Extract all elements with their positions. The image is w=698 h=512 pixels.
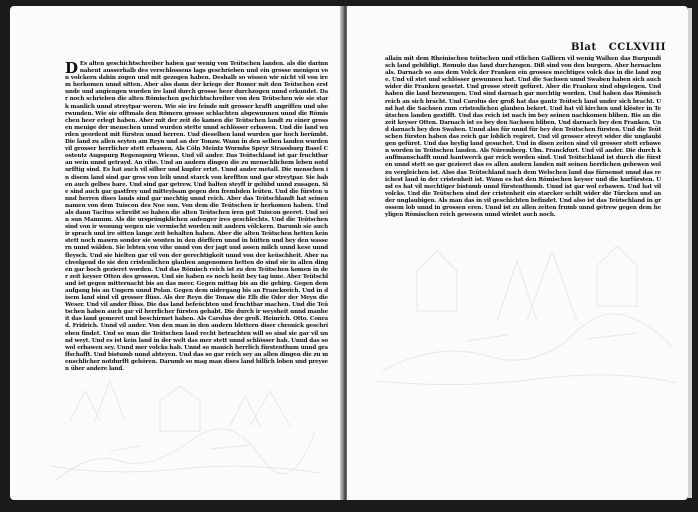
right-page: [347, 6, 688, 500]
right-page-showthrough-woodcut: [377, 211, 677, 391]
left-page-body-text: Es alten geschichtschreiber haben gar wenig von Teütschen landen. als die darinn nahent ausserhalb des verschlossens lags geschrieben und ein grosse menigen von volckern dahin zogen und mit gezogen haben. Deshalb so wissen wir nicht vil von irem herkomen unnd sitten. Aber alss dann der kriege der Romer mit den Teütschen erstunde und angiengen wurden ire land durch grosse heer durchzogen unnd erkundet. Dar noch schrieben die alten Römischen gschichtschreiber von den Teütschen wie sie stark manlich unnd streytpar weren. Wie sie ire feinde mit grosser krafft angriffen und uberwunden. Wie sie offtmals den Römern grosse schlachten abgewunnen unnd die Römischen heer erlegt haben. Aber mit der zeit do kamen die Teütschen landt zu einer grossen menige der menschen unnd wurden stette unnd schlösser erbawen. Und die land wurden geordent mit fürsten unnd herren. Und dieselben land wurden gar hoch berümbt. Die land zu allen seyten am Reyn und an der Tonaw. Wann in den selben landen wurden vil grosser herrlicher stett erbawen. Als Cöln Meintz Wormbs Speyr Strassburg Basel Costentz Augspurg Regenspurg Wienn. Und vil ander. Das Teütschland ist gar fruchtbar an wein unnd getrayd. An vihe. Und an andern dingen die zu menschlichem leben notdurfftig sind. Es hat auch vil silber und kupfer ertzt. Unnd ander metall. Die menschen in disem land sind gar gros von leib unnd starck von krefften und gar streytpar. Sie haben auch gelbes hare. Und sind gar getrew. Und halten steyff ir gelübd unnd zusagen. Sie sind auch gar gastfrey und mitteylsam gegen den frembden leüten. Und die fürsten unnd herren dises lands sind gar mechtig unnd reich. Aber das Teütschlandt hat seinen namen von dem Tuiscon des Noe sun. Von dem die Teütschen ir herkomen haben. Und als dann Tacitus schreibt so haben die alten Teütschen iren got Tuiscon geeret. Und sein sun Mannum. Als die ursprüngklichen anfenger ires geschlechts. Und die Teütschen sind von ir wonung wegen nie vermischt worden mit andern völckern. Darumb sie auch ir sprach und ire sitten lange zeit behalten haben. Aber die alten Teütschen hetten kein stett noch mawrn sonder sie wonten in den dörffern unnd in hütten und bey den wassern unnd wälden. Sie lebten von vihe unnd von der jagt und assen milch unnd kese unnd fleysch. Und sie hielten gar vil von der gerechtigkeit unnd von der keüschheit. Aber nachvolgend do sie den cristenlichen glauben angenomen hetten do sind sie in allen dingen gar hoch gezieret worden. Und das Römisch reich ist zu den Teütschen komen in der zeit keyser Otten des grossen. Und sie haben es noch heüt bey tag inne. Aber Teütschland ist gegen mitternacht bis an das meer. Gegen mittag bis an die gebirg. Gegen dem aufgang bis an Ungern unnd Polan. Gegen dem nidergang bis an Franckreich. Und in disem land sind vil grosser flüss. Als der Reyn die Tonaw die Elb die Oder der Meyn die Weser. Und vil ander flüss. Die das land befeüchten und fruchtbar machen. Und die Teütschen haben auch gar vil herrlicher fürsten gehabt. Die durch ir weysheit unnd manheit das land gemeret und beschirmet haben. Als Carolus der groß. Heinrich. Otto. Conrad. Fridrich. Unnd vil ander. Von den man in den andern blettern diser chronick geschrieben findet. Und so man die Teütschen land recht betrachten will so sind sie gar vil unnd weyt. Und es ist kein land in der welt das mer stett unnd schlösser hab. Unnd das so wol erbawen sey. Unnd mer volcks hab. Unnd so manich herrlich fürstenthum unnd graffschafft. Und bistumb unnd abteyen. Und das so gar reich sey an allen dingen die zu menschlicher notdurfft gehören. Darumb so mag man dises land billich loben und preysen über andere land.: [65, 61, 328, 373]
page-edge: [688, 8, 692, 498]
right-page-body-text: allain mit dem Rheinischen teütschen und etlichen Galliern vil wenig Walhen das Burgundisch land gebildigt. Romulo das land durchzogen. Diß sind von den burgern. Aber hernachmals. Darnach so aus dem Volck der Franken ein grosses mechtiges volck das in die land zoge. Und vil stet und schlösser gewunnen hat. Und die Sachsen unnd Swaben haben sich auch wider die Franken gesetzt. Und grosse streit gefüret. Aber die Franken sind obgelegen. Und haben die land bezwungen. Und sind darnach gar mechtig worden. Und haben das Römisch reich an sich bracht. Und Carolus der groß hat das gantz Teütsch land under sich bracht. Und hat die Sachsen zum cristenlichen glauben bekert. Und hat vil kirchen und klöster in Teütschen landen gestifft. Und das reich ist nach im bey seinen nachkomen bliben. Bis an die zeit keyser Otten. Darnach ist es bey den Sachsen bliben. Und darnach bey den Franken. Und darnach bey den Swaben. Unnd also für unnd für bey den Teütschen fürsten. Und die Teütschen fürsten haben das reich gar loblich regiret. Und vil grosser streyt wider die unglaubigen gefüret. Und das heylig land gesuchet. Und in disen zeiten sind vil grosser stett erbawen worden in Teütschen landen. Als Nüremberg. Ulm. Franckfurt. Und vil ander. Die durch kauffmanschafft unnd hantwerck gar reich worden sind. Und Teütschland ist durch die fürsten unnd stett so gar gezieret das es allen andern landen mit seinen herrlichen gebewen wol zu vergleichen ist. Also das Teütschland nach dem Welschen land das fürnemst unnd das reichest land in der cristenheit ist. Wann es hat den Römischen keyser und die kurfürsten. Und es hat vil mechtiger bistumb unnd fürstenthumb. Unnd ist gar wol erbawen. Und hat vil volcks. Und die Teütschen sind der cristenheit ein starcker schilt wider die Türcken und ander unglaubigen. Als man das in vil geschichten befindet. Und also ist das Teütschland in grossem lob unnd in grossen eren. Unnd ist zu allen zeiten frumb unnd getrew gegen dem heyligen Römischen reich gewesen unnd wirdet auch noch.: [385, 56, 661, 219]
left-page-showthrough-woodcut: [50, 361, 320, 491]
folio-number: CCLXVIII: [608, 42, 666, 53]
folio-label: Blat: [570, 42, 597, 53]
drop-cap: D: [65, 59, 78, 77]
left-page: [10, 6, 342, 500]
left-page-text-block: [65, 59, 328, 373]
right-page-text-block: [385, 56, 661, 219]
folio-header: [571, 42, 666, 53]
